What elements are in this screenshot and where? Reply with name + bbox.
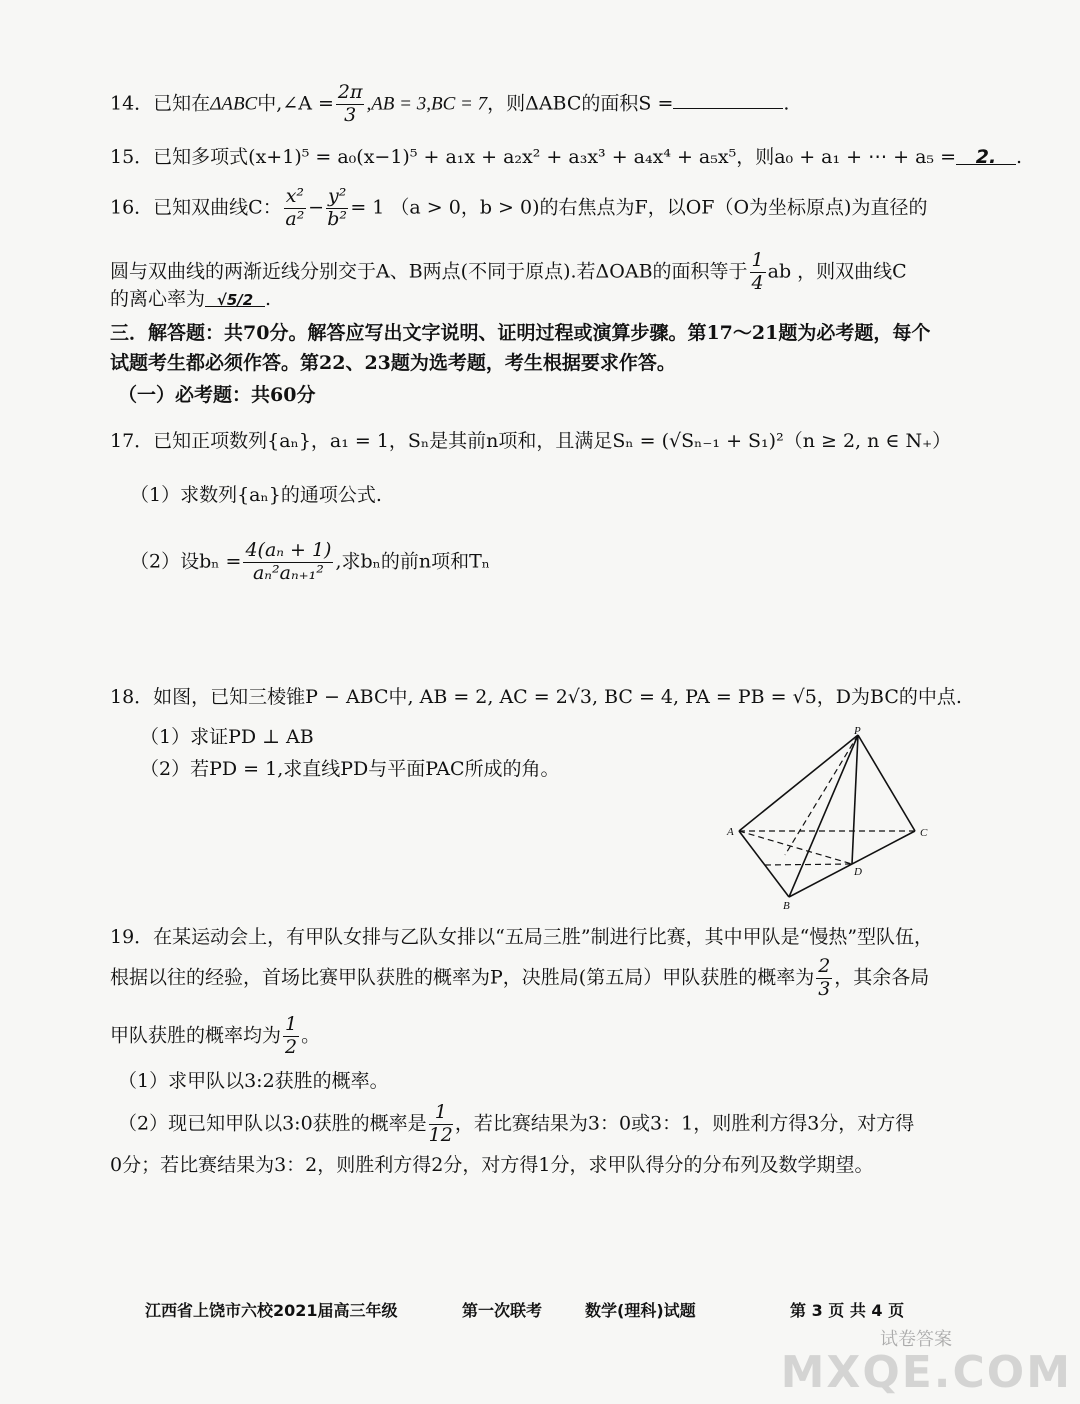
watermark-small-text: 试卷答案 <box>880 1329 952 1350</box>
q17-frac-den: aₙ²aₙ₊₁² <box>252 561 324 584</box>
question-16-line-3: 的离心率为 √5/2 . <box>110 288 272 310</box>
q19-line3-tail: 。 <box>301 1024 321 1047</box>
question-16 <box>110 186 927 231</box>
question-17: 17．已知正项数列{aₙ}，a₁ = 1，Sₙ是其前n项和，且满足Sₙ = (√Sₙ₋₁ + S₁)²（n ≥ 2, n ∈ N₊） <box>110 430 952 452</box>
label-c: C <box>920 827 928 839</box>
footer-subject: 数学(理科)试题 <box>585 1301 696 1320</box>
q18-part-2: （2）若PD = 1,求直线PD与平面PAC所成的角。 <box>140 758 560 780</box>
q19-frac1-num: 2 <box>818 955 831 977</box>
q16-lead: 16．已知双曲线C： <box>110 196 282 219</box>
q18-part-1: （1）求证PD ⊥ AB <box>140 726 314 748</box>
aux-dashed-2 <box>739 831 852 864</box>
q17-frac-num: 4(aₙ + 1) <box>245 539 332 561</box>
aux-dashed-1 <box>785 735 858 855</box>
section-3-heading: 三．解答题：共70分。解答应写出文字说明、证明过程或演算步骤。第17～21题为必考题，每个 <box>110 322 931 344</box>
q16-eccentricity-label: 的离心率为 <box>110 288 206 310</box>
q19-part-1: （1）求甲队以3:2获胜的概率。 <box>118 1070 389 1092</box>
q16-handwritten-answer: √5/2 <box>216 291 254 309</box>
q16-line2-tail: ab ，则双曲线C <box>767 260 907 283</box>
q19-line3-lead: 甲队获胜的概率均为 <box>110 1024 282 1047</box>
q19-fraction-1-12 <box>429 1102 453 1147</box>
q19-fraction-1-2 <box>283 1014 299 1059</box>
question-15: 15．已知多项式(x+1)⁵ = a₀(x−1)⁵ + a₁x + a₂x² + a₃x³ + a₄x⁴ + a₅x⁵，则a₀ + a₁ + ⋯ + a₅ = 2. . <box>110 146 1023 168</box>
watermark-logo-text: MXQE.COM <box>780 1347 1072 1398</box>
q19-part-2-line-2: 0分；若比赛结果为3：2，则胜利方得2分，对方得1分，求甲队得分的分布列及数学期望。 <box>110 1154 874 1176</box>
q19-frac2-num: 1 <box>285 1013 298 1035</box>
label-b: B <box>783 900 790 910</box>
q16-area-fraction <box>750 250 766 295</box>
q17-part-2 <box>130 540 490 585</box>
pyramid-figure <box>725 725 935 910</box>
edge-pd <box>852 735 858 864</box>
q14-lead: 14．已知在 <box>110 92 211 115</box>
q16-fraction-y <box>326 186 348 231</box>
q19-frac3-den: 12 <box>428 1123 453 1146</box>
section-3-subheading: （一）必考题：共60分 <box>118 384 316 406</box>
q16-answer-blank <box>205 288 265 307</box>
q19-line2-tail: ，其余各局 <box>834 966 930 989</box>
edge-ab <box>739 831 789 897</box>
question-19: 19．在某运动会上，有甲队女排与乙队女排以“五局三胜”制进行比赛，其中甲队是“慢热”型队伍， <box>110 926 934 948</box>
q17-fraction <box>243 540 333 585</box>
q16-area-den: 4 <box>751 271 764 294</box>
q19-frac2-den: 2 <box>285 1035 298 1058</box>
q14-frac-num: 2π <box>337 81 363 103</box>
q16-area-num: 1 <box>751 249 764 271</box>
q19-p2-lead: （2）现已知甲队以3:0获胜的概率是 <box>118 1112 427 1135</box>
q14-frac-den: 3 <box>344 103 357 126</box>
edge-pc <box>858 735 915 831</box>
q19-line-2 <box>110 956 929 1001</box>
q19-line-3 <box>110 1014 320 1059</box>
q16-fraction-x <box>284 186 306 231</box>
q16-minus: − <box>308 196 324 219</box>
label-a: A <box>727 826 734 838</box>
q14-conditions: ,AB = 3,BC = 7 <box>366 93 488 115</box>
section-3-heading-2: 试题考生都必须作答。第22、23题为选考题，考生根据要求作答。 <box>110 352 676 374</box>
label-d: D <box>854 866 862 878</box>
q14-fraction <box>336 82 365 127</box>
q14-angle: 中,∠A = <box>257 92 334 115</box>
q15-text: 15．已知多项式(x+1)⁵ = a₀(x−1)⁵ + a₁x + a₂x² + a₃x³ + a₄x⁴ + a₅x⁵，则a₀ + a₁ + ⋯ + a₅ = <box>110 146 957 168</box>
q19-p2-tail: ，若比赛结果为3：0或3：1，则胜利方得3分，对方得 <box>454 1112 915 1135</box>
edge-pa <box>739 735 858 831</box>
q16-fy-den: b² <box>327 207 348 230</box>
q17-part-1: （1）求数列{aₙ}的通项公式. <box>130 484 382 506</box>
footer-page-number: 第 3 页 共 4 页 <box>790 1301 905 1320</box>
q16-fx-den: a² <box>285 207 305 230</box>
watermark <box>780 1329 1072 1398</box>
q17-p2-tail: ,求bₙ的前n项和Tₙ <box>335 550 491 573</box>
q19-frac3-num: 1 <box>429 1102 453 1125</box>
edge-pb <box>789 735 858 897</box>
q16-fy-num: y² <box>327 185 347 207</box>
q14-answer-blank <box>673 90 783 109</box>
q16-line2-lead: 圆与双曲线的两渐近线分别交于A、B两点(不同于原点).若ΔOAB的面积等于 <box>110 260 748 283</box>
footer-school: 江西省上饶市六校2021届高三年级 <box>145 1301 398 1320</box>
q14-tail: ，则ΔABC的面积S = <box>487 92 674 115</box>
q16-fx-num: x² <box>285 185 305 207</box>
q16-condition: = 1 （a > 0，b > 0)的右焦点为F，以OF（O为坐标原点)为直径的 <box>350 196 928 219</box>
question-14: 14．已知在ΔABC中,∠A = $\frac{2\pi}{3}$ ,AB = 3,BC = 7，则ΔABC的面积S = . <box>110 81 790 126</box>
q15-answer-blank <box>956 146 1016 168</box>
q17-p2-lead: （2）设bₙ = <box>130 550 242 573</box>
label-p: P <box>854 725 861 737</box>
q19-frac1-den: 3 <box>818 977 831 1000</box>
aux-dashed-3 <box>765 864 852 865</box>
question-18: 18．如图，已知三棱锥P − ABC中, AB = 2, AC = 2√3, BC = 4, PA = PB = √5，D为BC的中点. <box>110 686 962 708</box>
q15-handwritten-answer: 2. <box>975 146 997 168</box>
footer-exam: 第一次联考 <box>462 1301 543 1320</box>
q19-fraction-2-3 <box>816 956 832 1001</box>
q19-part-2 <box>118 1102 914 1147</box>
q14-triangle: ΔABC <box>210 93 258 115</box>
q19-line2-lead: 根据以往的经验，首场比赛甲队获胜的概率为P，决胜局(第五局）甲队获胜的概率为 <box>110 966 815 989</box>
